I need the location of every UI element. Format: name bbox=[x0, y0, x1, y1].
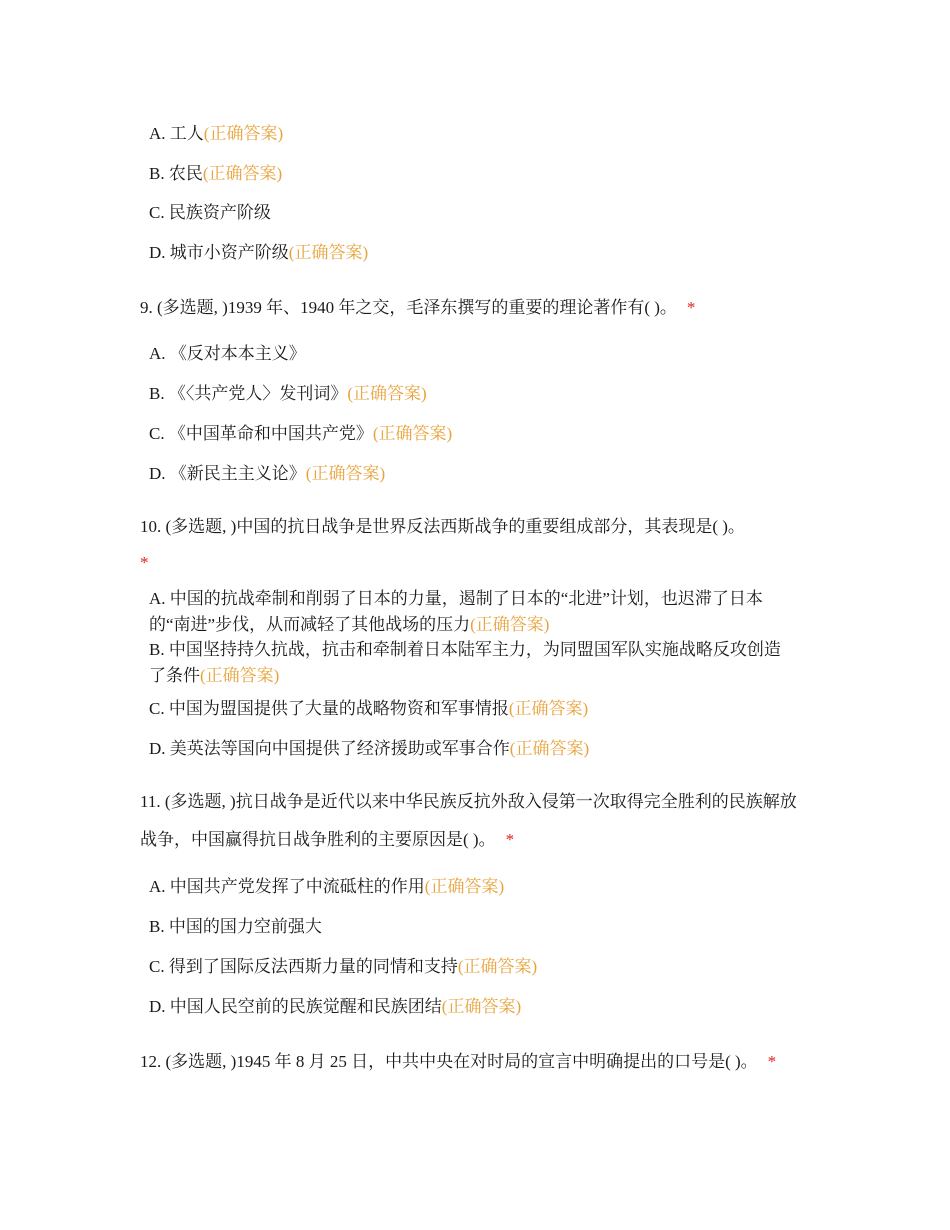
option-label: B. 中国的国力空前强大 bbox=[149, 917, 322, 936]
required-mark: * bbox=[686, 298, 696, 317]
q8-option-d[interactable] bbox=[149, 243, 368, 263]
option-label: C. 中国为盟国提供了大量的战略物资和军事情报 bbox=[149, 699, 509, 718]
q11-option-d[interactable] bbox=[149, 997, 521, 1017]
option-label: B. 中国坚持持久抗战，抗击和牵制着日本陆军主力，为同盟国军队实施战略反攻创造了条件 bbox=[149, 640, 781, 685]
question-text: 11. (多选题, )抗日战争是近代以来中华民族反抗外敌入侵第一次取得完全胜利的民族解放战争，中国赢得抗日战争胜利的主要原因是( )。 bbox=[140, 792, 797, 849]
option-label: A. 工人 bbox=[149, 124, 204, 143]
question-text: 9. (多选题, )1939 年、1940 年之交，毛泽东撰写的重要的理论著作有( )。 bbox=[140, 298, 677, 317]
option-label: A. 中国的抗战牵制和削弱了日本的力量，遏制了日本的“北进”计划，也迟滞了日本的“南进”步伐，从而减轻了其他战场的压力 bbox=[149, 589, 763, 634]
correct-answer-mark: (正确答案) bbox=[200, 666, 280, 685]
required-mark: * bbox=[505, 830, 515, 849]
correct-answer-mark: (正确答案) bbox=[372, 424, 453, 443]
q8-option-c[interactable] bbox=[149, 203, 271, 223]
q10-option-b[interactable] bbox=[149, 637, 794, 689]
q10-option-c[interactable] bbox=[149, 699, 588, 719]
correct-answer-mark: (正确答案) bbox=[457, 957, 538, 976]
q8-option-a[interactable] bbox=[149, 124, 283, 144]
option-label: A. 中国共产党发挥了中流砥柱的作用 bbox=[149, 877, 425, 896]
option-label: B. 农民 bbox=[149, 164, 203, 183]
question-11 bbox=[140, 783, 810, 859]
option-label: D. 中国人民空前的民族觉醒和民族团结 bbox=[149, 997, 442, 1016]
question-text: 10. (多选题, )中国的抗日战争是世界反法西斯战争的重要组成部分，其表现是( )。 bbox=[140, 517, 745, 536]
option-label: C. 民族资产阶级 bbox=[149, 203, 271, 222]
q9-option-b[interactable] bbox=[149, 384, 427, 404]
option-label: D. 城市小资产阶级 bbox=[149, 243, 289, 262]
question-text: 12. (多选题, )1945 年 8 月 25 日，中共中央在对时局的宣言中明确提出的口号是( )。 bbox=[140, 1052, 758, 1071]
correct-answer-mark: (正确答案) bbox=[424, 877, 505, 896]
option-label: D. 美英法等国向中国提供了经济援助或军事合作 bbox=[149, 739, 510, 758]
correct-answer-mark: (正确答案) bbox=[470, 615, 550, 634]
question-9 bbox=[140, 289, 695, 327]
correct-answer-mark: (正确答案) bbox=[305, 464, 386, 483]
required-mark: * bbox=[767, 1052, 777, 1071]
correct-answer-mark: (正确答案) bbox=[508, 699, 589, 718]
correct-answer-mark: (正确答案) bbox=[509, 739, 590, 758]
correct-answer-mark: (正确答案) bbox=[202, 164, 283, 183]
option-label: B. 《〈共产党人〉发刊词》 bbox=[149, 384, 348, 403]
q10-option-d[interactable] bbox=[149, 739, 589, 759]
correct-answer-mark: (正确答案) bbox=[288, 243, 369, 262]
question-12 bbox=[140, 1043, 790, 1081]
q11-option-b[interactable] bbox=[149, 917, 322, 937]
q9-option-d[interactable] bbox=[149, 464, 385, 484]
q9-option-c[interactable] bbox=[149, 424, 452, 444]
required-mark: * bbox=[140, 553, 149, 572]
q11-option-a[interactable] bbox=[149, 877, 504, 897]
q9-option-a[interactable] bbox=[149, 344, 306, 364]
option-label: A. 《反对本本主义》 bbox=[149, 344, 306, 363]
q8-option-b[interactable] bbox=[149, 164, 282, 184]
question-10 bbox=[140, 509, 810, 581]
option-label: D. 《新民主主义论》 bbox=[149, 464, 306, 483]
option-label: C. 得到了国际反法西斯力量的同情和支持 bbox=[149, 957, 458, 976]
q11-option-c[interactable] bbox=[149, 957, 537, 977]
correct-answer-mark: (正确答案) bbox=[203, 124, 284, 143]
correct-answer-mark: (正确答案) bbox=[347, 384, 427, 403]
q10-option-a[interactable] bbox=[149, 586, 794, 638]
option-label: C. 《中国革命和中国共产党》 bbox=[149, 424, 373, 443]
correct-answer-mark: (正确答案) bbox=[441, 997, 522, 1016]
